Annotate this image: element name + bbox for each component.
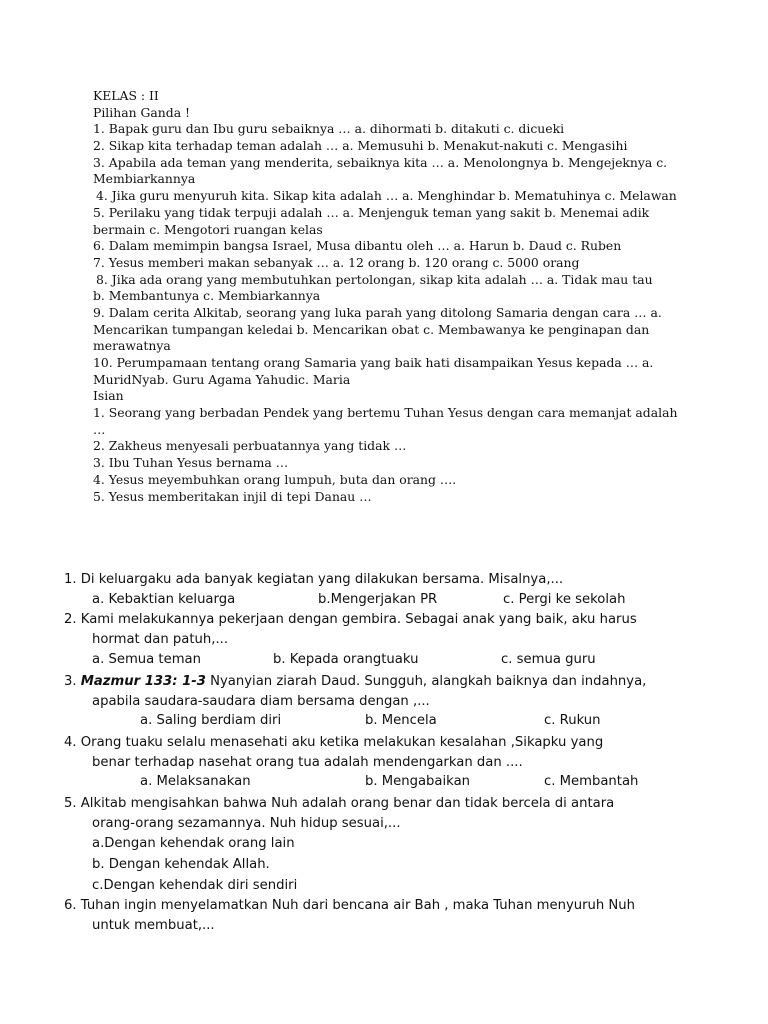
section-heading-multiple-choice: Pilihan Ganda ! bbox=[93, 104, 191, 120]
question-line: 6. Dalam memimpin bangsa Israel, Musa dibantu oleh … a. Harun b. Daud c. Ruben bbox=[93, 238, 622, 254]
option-3c: c. Rukun bbox=[544, 713, 601, 728]
section-heading-fill-in: Isian bbox=[93, 388, 124, 404]
class-heading: KELAS : II bbox=[93, 88, 159, 103]
question-2-continued: hormat dan patuh,... bbox=[92, 632, 229, 647]
option-1a: a. Kebaktian keluarga bbox=[92, 592, 236, 607]
question-line: 8. Jika ada orang yang membutuhkan pertolongan, sikap kita adalah … a. Tidak mau tau bbox=[96, 271, 653, 287]
question-line: MuridNyab. Guru Agama Yahudic. Maria bbox=[93, 371, 351, 387]
question-line: bermain c. Mengotori ruangan kelas bbox=[93, 221, 323, 237]
option-1c: c. Pergi ke sekolah bbox=[503, 592, 626, 607]
question-line: 3. Ibu Tuhan Yesus bernama … bbox=[93, 455, 289, 471]
worksheet-serif-section bbox=[93, 88, 693, 505]
scripture-reference: Mazmur 133: 1-3 bbox=[80, 674, 206, 689]
question-line: 5. Yesus memberitakan injil di tepi Danau … bbox=[93, 488, 372, 504]
question-line: Membiarkannya bbox=[93, 171, 196, 187]
question-6: 6. Tuhan ingin menyelamatkan Nuh dari bencana air Bah , maka Tuhan menyuruh Nuh bbox=[64, 898, 636, 913]
option-2b: b. Kepada orangtuaku bbox=[273, 652, 419, 667]
question-line: 1. Bapak guru dan Ibu guru sebaiknya … a. dihormati b. ditakuti c. dicueki bbox=[93, 121, 565, 137]
option-5a: a.Dengan kehendak orang lain bbox=[92, 836, 295, 851]
question-3-continued: apabila saudara-saudara diam bersama dengan ,... bbox=[92, 694, 430, 709]
question-line: Mencarikan tumpangan keledai b. Mencarikan obat c. Membawanya ke penginapan dan bbox=[93, 321, 650, 337]
question-line: 2. Sikap kita terhadap teman adalah … a. Memusuhi b. Menakut-nakuti c. Mengasihi bbox=[93, 138, 628, 154]
option-3a: a. Saling berdiam diri bbox=[140, 713, 282, 728]
question-3-text: Nyanyian ziarah Daud. Sungguh, alangkah baiknya dan indahnya, bbox=[205, 674, 647, 689]
option-4a: a. Melaksanakan bbox=[140, 774, 251, 789]
question-line: 4. Jika guru menyuruh kita. Sikap kita adalah … a. Menghindar b. Mematuhinya c. Melawan bbox=[96, 188, 677, 204]
question-5-continued: orang-orang sezamannya. Nuh hidup sesuai,... bbox=[92, 816, 401, 831]
question-2: 2. Kami melakukannya pekerjaan dengan gembira. Sebagai anak yang baik, aku harus bbox=[64, 612, 637, 627]
question-line: 1. Seorang yang berbadan Pendek yang bertemu Tuhan Yesus dengan cara memanjat adalah bbox=[93, 405, 678, 421]
question-line: 5. Perilaku yang tidak terpuji adalah … a. Menjenguk teman yang sakit b. Menemai adik bbox=[93, 204, 650, 220]
question-line: 10. Perumpamaan tentang orang Samaria yang baik hati disampaikan Yesus kepada … a. bbox=[93, 355, 654, 370]
question-3-number: 3. bbox=[64, 674, 81, 689]
option-2c: c. semua guru bbox=[501, 652, 596, 667]
question-line: 2. Zakheus menyesali perbuatannya yang tidak … bbox=[93, 438, 407, 454]
question-line: 4. Yesus meyembuhkan orang lumpuh, buta dan orang …. bbox=[93, 471, 457, 487]
question-3 bbox=[64, 672, 646, 692]
option-4c: c. Membantah bbox=[544, 774, 639, 789]
question-line: … bbox=[93, 421, 106, 437]
question-line: 7. Yesus memberi makan sebanyak … a. 12 orang b. 120 orang c. 5000 orang bbox=[93, 254, 580, 270]
question-line: b. Membantunya c. Membiarkannya bbox=[93, 288, 321, 304]
question-4: 4. Orang tuaku selalu menasehati aku ketika melakukan kesalahan ,Sikapku yang bbox=[64, 735, 604, 750]
question-line: 9. Dalam cerita Alkitab, seorang yang luka parah yang ditolong Samaria dengan cara … a. bbox=[93, 304, 662, 320]
option-4b: b. Mengabaikan bbox=[365, 774, 471, 789]
option-1b: b.Mengerjakan PR bbox=[318, 592, 438, 607]
question-1: 1. Di keluargaku ada banyak kegiatan yang dilakukan bersama. Misalnya,... bbox=[64, 572, 564, 587]
question-5: 5. Alkitab mengisahkan bahwa Nuh adalah orang benar dan tidak bercela di antara bbox=[64, 796, 615, 811]
question-line: 3. Apabila ada teman yang menderita, sebaiknya kita … a. Menolongnya b. Mengejeknya c. bbox=[93, 154, 668, 170]
question-6-continued: untuk membuat,... bbox=[92, 918, 215, 933]
option-5c: c.Dengan kehendak diri sendiri bbox=[92, 878, 298, 893]
option-5b: b. Dengan kehendak Allah. bbox=[92, 857, 270, 872]
question-line: merawatnya bbox=[93, 338, 171, 354]
option-3b: b. Mencela bbox=[365, 713, 437, 728]
question-4-continued: benar terhadap nasehat orang tua adalah mendengarkan dan .... bbox=[92, 755, 523, 770]
option-2a: a. Semua teman bbox=[92, 652, 201, 667]
